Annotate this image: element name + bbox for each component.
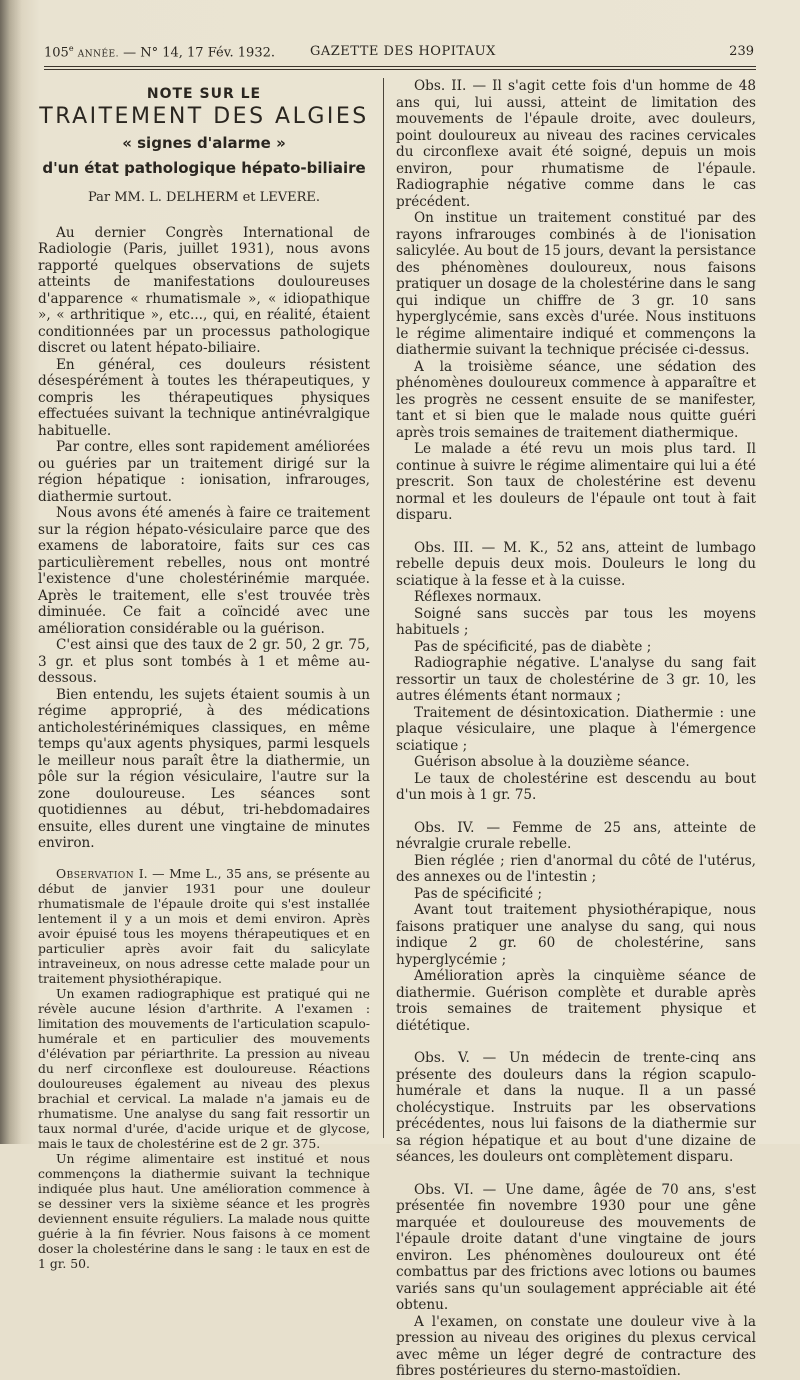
page-number: 239 xyxy=(729,44,754,59)
observation-paragraph: Obs. IV. — Femme de 25 ans, atteinte de névralgie crurale rebelle. xyxy=(396,819,756,852)
article-subtitle-2: d'un état pathologique hépato-biliaire xyxy=(42,158,366,177)
observation-paragraph: Soigné sans succès par tous les moyens habituels ; xyxy=(396,605,756,638)
journal-name: GAZETTE DES HOPITAUX xyxy=(310,44,496,59)
observation-1-intro xyxy=(38,866,370,986)
observation-paragraph: Obs. V. — Un médecin de trente-cinq ans présente des douleurs dans la région scapulo-humérale et dans la nuque. Il a un passé cholécystique. Instruits par les observations précédentes, nous lui faisons de la diathermie sur sa région hépatique et au bout d'une dizaine de séances, les douleurs ont complètement disparu. xyxy=(396,1050,756,1165)
observation-1-text: I. — Mme L., 35 ans, se présente au début de janvier 1931 pour une douleur rhumatismale de l'épaule droite qui s'est installée lentement il y a un mois et demi environ. Après avoir épuisé tous les moyens thérapeutiques et en particulier après avoir fait du salicylate intraveineux, on nous adresse cette malade pour un traitement physiothérapique. xyxy=(38,865,370,986)
note-title: NOTE SUR LE xyxy=(146,86,262,102)
observation-paragraph: On institue un traitement constitué par des rayons infrarouges combinés à de l'ionisation salicylée. Au bout de 15 jours, devant la persistance des phénomènes douloureux, nous faisons pratiquer un dosage de la cholestérine dans le sang qui indique un chiffre de 3 gr. 10 sans hyperglycémie, sans excès d'urée. Nous instituons le régime alimentaire indiqué et commençons la diathermie suivant la technique précisée ci-dessus. xyxy=(396,210,756,358)
page-header xyxy=(44,44,756,66)
body-paragraph: En général, ces douleurs résistent désespérément à toutes les thérapeutiques, y compris les thérapeutiques physiques effectuées suivant la technique antinévralgique habituelle. xyxy=(38,356,370,439)
body-paragraph: C'est ainsi que des taux de 2 gr. 50, 2 gr. 75, 3 gr. et plus sont tombés à 1 et même au-dessous. xyxy=(38,637,370,686)
left-column xyxy=(38,78,370,1271)
issue-info xyxy=(44,44,275,60)
observation-paragraph: Obs. II. — Il s'agit cette fois d'un homme de 48 ans qui, lui aussi, atteint de limitation des mouvements de l'épaule droite, avec douleurs, point douloureux au niveau des racines cervicales du circonflexe avait été soigné, depuis un mois environ, pour rhumatisme de l'épaule. Radiographie négative comme dans le cas précédent. xyxy=(396,78,756,210)
right-column xyxy=(396,78,756,1380)
observation-paragraph: Bien réglée ; rien d'anormal du côté de l'utérus, des annexes ou de l'intestin ; xyxy=(396,852,756,885)
header-rule-top xyxy=(44,66,756,67)
observation-paragraph: Pas de spécificité, pas de diabète ; xyxy=(414,638,652,655)
body-paragraph: Par contre, elles sont rapidement améliorées ou guéries par un traitement dirigé sur la région hépatique : ionisation, infrarouges, diathermie surtout. xyxy=(38,439,370,505)
observation-paragraph: Obs. III. — M. K., 52 ans, atteint de lumbago rebelle depuis deux mois. Douleurs le long du sciatique à la fesse et à la cuisse. xyxy=(396,539,756,589)
issue-date: — N° 14, 17 Fév. 1932. xyxy=(118,45,275,61)
year-superscript: e xyxy=(68,44,74,53)
article-byline: Par MM. L. DELHERM et LEVERE. xyxy=(87,190,321,205)
observation-paragraph: A l'examen, on constate une douleur vive à la pression au niveau des origines du plexus cervical avec même un léger degré de contracture des fibres postérieures du sterno-mastoïdien. xyxy=(396,1313,756,1379)
column-divider xyxy=(383,78,384,1138)
observation-paragraph: Radiographie négative. L'analyse du sang fait ressortir un taux de cholestérine de 3 gr. 10, les autres éléments étant normaux ; xyxy=(396,655,756,704)
observation-1-paragraph: Un régime alimentaire est institué et nous commençons la diathermie suivant la technique indiquée plus haut. Une amélioration commence à se dessiner vers la sixième séance et les progrès deviennent ensuite réguliers. La malade nous quitte guérie à la fin février. Nous faisons à ce moment doser la cholestérine dans le sang : le taux en est de 1 gr. 50. xyxy=(38,1150,370,1271)
body-paragraph: Bien entendu, les sujets étaient soumis à un régime approprié, à des médications anticholestérinémiques classiques, en même temps qu'aux agents physiques, parmi lesquels le meilleur nous paraît être la diathermie, un pôle sur la région vésiculaire, l'autre sur la zone douloureuse. Les séances sont quotidiennes au début, tri-hebdomadaires ensuite, elles durent une vingtaine de minutes environ. xyxy=(38,686,370,851)
observation-1 xyxy=(38,866,370,1271)
article-subtitle-1: « signes d'alarme » xyxy=(122,134,286,152)
intro-paragraph: Au dernier Congrès International de Radiologie (Paris, juillet 1931), nous avons rapporté quelques observations de sujets atteints de manifestations douloureuses d'apparence « rhumatismale », « idiopathique », « arthritique », etc..., qui, en réalité, étaient conditionnées par un processus pathologique discret ou latent hépato-biliaire. xyxy=(38,224,370,356)
header-rule-bottom xyxy=(44,69,756,70)
observation-paragraph: A la troisième séance, une sédation des phénomènes douloureux commence à apparaître et les progrès ne cessent ensuite de se manifester, tant et si bien que le malade nous quitte guéri après trois semaines de traitement diathermique. xyxy=(396,358,756,441)
observation-paragraph: Amélioration après la cinquième séance de diathermie. Guérison complète et durable après trois semaines de traitement physique et diététique. xyxy=(396,968,756,1034)
observation-1-paragraph: Un examen radiographique est pratiqué qui ne révèle aucune lésion d'arthrite. A l'examen : limitation des mouvements de l'articulation scapulo-humérale et en particulier des mouvements d'élévation par périarthrite. La pression au niveau du nerf circonflexe est douloureuse. Réactions douloureuses également au niveau des plexus brachial et cervical. La malade n'a jamais eu de rhumatisme. Une analyse du sang fait ressortir un taux normal d'urée, d'acide urique et de glycose, mais le taux de cholestérine est de 2 gr. 375. xyxy=(38,985,370,1151)
observation-paragraph: Le malade a été revu un mois plus tard. Il continue à suivre le régime alimentaire qui lui a été prescrit. Son taux de cholestérine est devenu normal et les douleurs de l'épaule ont tout à fait disparu. xyxy=(396,441,756,523)
article-title: TRAITEMENT DES ALGIES xyxy=(39,103,369,129)
year-word: ANNÉE. xyxy=(77,49,119,60)
observation-paragraph: Avant tout traitement physiothérapique, nous faisons pratiquer une analyse du sang, qui nous indique 2 gr. 60 de cholestérine, sans hyperglycémie ; xyxy=(396,902,756,968)
observation-paragraph: Réflexes normaux. xyxy=(414,589,542,605)
observation-label: Observation xyxy=(56,865,135,881)
observation-paragraph: Obs. VI. — Une dame, âgée de 70 ans, s'est présentée fin novembre 1930 pour une gêne marquée et douloureuse des mouvements de l'épaule droite datant d'une vingtaine de jours environ. Les phénomènes douloureux ont été combattus par des frictions avec lotions ou baumes variés sans qu'un soulagement appréciable ait été obtenu. xyxy=(396,1181,756,1313)
year-number: 105 xyxy=(44,45,69,61)
body-paragraph: Nous avons été amenés à faire ce traitement sur la région hépato-vésiculaire parce que des examens de laboratoire, faits sur ces cas particulièrement rebelles, nous ont montré l'existence d'une cholestérinémie marquée. Après le traitement, elle s'est trouvée très diminuée. Ce fait a coïncidé avec une amélioration considérable ou la guérison. xyxy=(38,505,370,637)
observation-paragraph: Pas de spécificité ; xyxy=(414,885,543,902)
observation-paragraph: Traitement de désintoxication. Diathermie : une plaque vésiculaire, une plaque à l'émergence sciatique ; xyxy=(396,704,756,754)
observation-paragraph: Guérison absolue à la douzième séance. xyxy=(414,754,690,770)
observation-paragraph: Le taux de cholestérine est descendu au bout d'un mois à 1 gr. 75. xyxy=(396,770,756,803)
